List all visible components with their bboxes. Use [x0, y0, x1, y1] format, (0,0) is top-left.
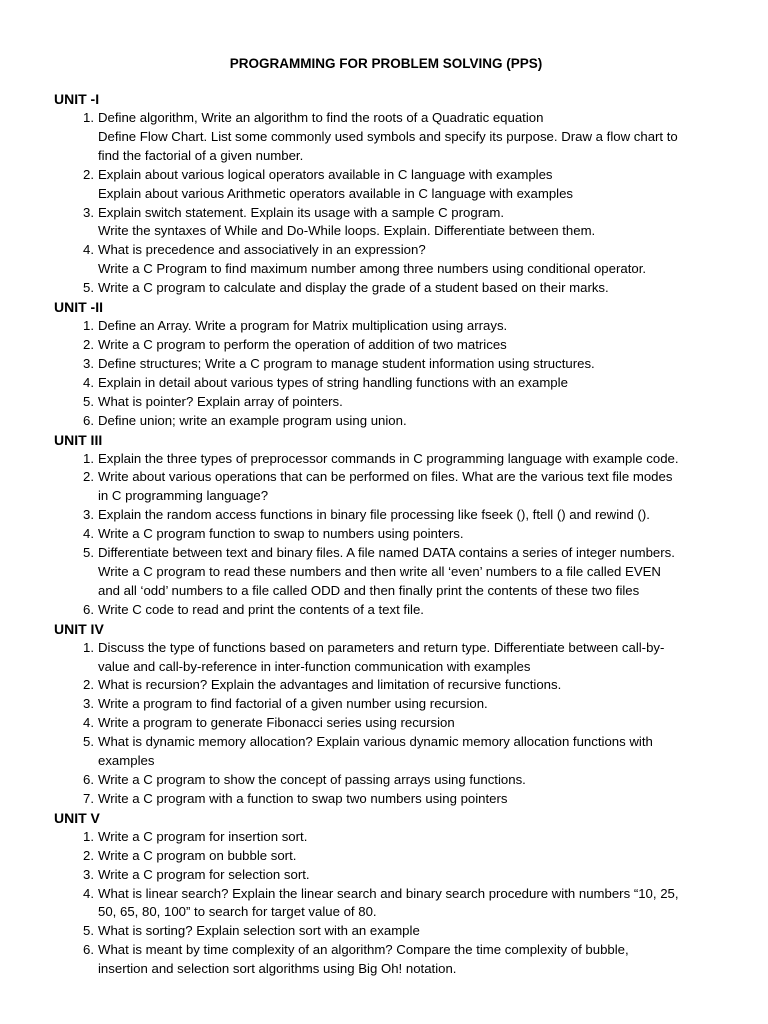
- question-item: [83, 525, 718, 544]
- question-text: Write a C program to perform the operation of addition of two matrices: [98, 336, 507, 352]
- question-text: examples: [98, 753, 155, 769]
- unit-section: [54, 298, 718, 430]
- question-item: [83, 790, 718, 809]
- question-item: [83, 714, 718, 733]
- question-text: Write a C program to show the concept of passing arrays using functions.: [98, 772, 526, 787]
- question-text: What is sorting? Explain selection sort with an example: [98, 923, 420, 939]
- question-number: 1.: [83, 110, 94, 125]
- question-item: [83, 317, 718, 336]
- unit-heading: UNIT III: [54, 431, 103, 448]
- question-item: [83, 676, 718, 695]
- question-item: [83, 355, 718, 374]
- question-text: What is linear search? Explain the linear search and binary search procedure with numbers “10, 25,: [98, 885, 679, 901]
- question-item: [83, 544, 718, 601]
- question-item: [83, 166, 718, 204]
- question-text: Write about various operations that can be performed on files. What are the various text file modes: [98, 469, 673, 485]
- question-number: 2.: [83, 677, 94, 693]
- question-text: in C programming language?: [98, 488, 269, 504]
- question-item: [83, 279, 718, 298]
- question-number: 6.: [83, 601, 94, 617]
- question-text: Write a C program for selection sort.: [98, 866, 310, 882]
- question-text: 50, 65, 80, 100” to search for target value of 80.: [98, 904, 377, 920]
- question-number: 3.: [83, 696, 94, 712]
- question-text: Explain the three types of preprocessor commands in C programming language with example code.: [98, 450, 679, 466]
- question-item: [83, 109, 718, 166]
- question-list: [54, 109, 718, 298]
- question-text: find the factorial of a given number.: [98, 147, 304, 163]
- question-number: 1.: [83, 450, 94, 466]
- question-item: [83, 733, 718, 771]
- question-item: [83, 506, 718, 525]
- question-number: 1.: [83, 639, 94, 655]
- question-number: 5.: [83, 734, 94, 750]
- question-text: Define algorithm, Write an algorithm to find the roots of a Quadratic equation: [98, 110, 544, 125]
- question-text: Define union; write an example program using union.: [98, 412, 407, 428]
- question-item: [83, 847, 718, 866]
- units-container: [54, 90, 718, 979]
- question-text: Explain the random access functions in binary file processing like fseek (), ftell () and rewind ().: [98, 507, 650, 523]
- question-item: [83, 241, 718, 279]
- question-text: Define structures; Write a C program to manage student information using structures.: [98, 355, 595, 371]
- question-text: and all ‘odd’ numbers to a file called ODD and then finally print the contents of these two files: [98, 582, 640, 598]
- question-text: Define Flow Chart. List some commonly used symbols and specify its purpose. Draw a flow chart to: [98, 128, 678, 144]
- question-number: 2.: [83, 166, 94, 182]
- question-item: [83, 468, 718, 506]
- question-number: 3.: [83, 507, 94, 523]
- question-list: [54, 639, 718, 809]
- question-text: Write a C program for insertion sort.: [98, 828, 308, 844]
- question-item: [83, 941, 718, 979]
- unit-section: [54, 809, 718, 979]
- question-list: [54, 317, 718, 430]
- question-number: 4.: [83, 715, 94, 731]
- question-number: 4.: [83, 526, 94, 542]
- question-text: What is precedence and associatively in an expression?: [98, 242, 426, 258]
- question-item: [83, 885, 718, 923]
- question-item: [83, 639, 718, 677]
- question-text: Explain about various logical operators available in C language with examples: [98, 166, 553, 182]
- question-number: 2.: [83, 336, 94, 352]
- question-item: [83, 922, 718, 941]
- question-text: Write a program to find factorial of a given number using recursion.: [98, 696, 488, 712]
- question-text: Explain about various Arithmetic operators available in C language with examples: [98, 185, 574, 201]
- question-text: What is pointer? Explain array of pointers.: [98, 393, 343, 409]
- question-text: Write a C program to read these numbers and then write all ‘even’ numbers to a file called EVEN: [98, 563, 661, 579]
- unit-heading: UNIT IV: [54, 620, 104, 637]
- question-number: 2.: [83, 847, 94, 863]
- question-number: 3.: [83, 355, 94, 371]
- question-number: 5.: [83, 923, 94, 939]
- question-number: 3.: [83, 866, 94, 882]
- question-text: Write C code to read and print the contents of a text file.: [98, 601, 424, 617]
- question-number: 2.: [83, 469, 94, 485]
- question-number: 3.: [83, 204, 94, 220]
- question-item: [83, 450, 718, 469]
- question-item: [83, 412, 718, 431]
- unit-section: [54, 90, 718, 298]
- question-number: 5.: [83, 545, 94, 561]
- unit-heading: UNIT -I: [54, 91, 100, 107]
- question-text: Define an Array. Write a program for Matrix multiplication using arrays.: [98, 318, 508, 334]
- question-number: 1.: [83, 318, 94, 334]
- question-item: [83, 393, 718, 412]
- question-text: What is meant by time complexity of an algorithm? Compare the time complexity of bubble,: [98, 942, 629, 958]
- question-text: Write a C program function to swap to numbers using pointers.: [98, 526, 464, 542]
- unit-heading: UNIT -II: [54, 299, 103, 316]
- question-number: 6.: [83, 772, 94, 787]
- question-number: 5.: [83, 393, 94, 409]
- unit-heading: UNIT V: [54, 809, 100, 826]
- question-text: Differentiate between text and binary files. A file named DATA contains a series of integer numbers.: [98, 545, 675, 561]
- question-number: 1.: [83, 828, 94, 844]
- unit-section: [54, 620, 718, 809]
- question-number: 6.: [83, 942, 94, 958]
- question-text: Write a program to generate Fibonacci series using recursion: [98, 715, 455, 731]
- question-number: 4.: [83, 374, 94, 390]
- question-text: insertion and selection sort algorithms using Big Oh! notation.: [98, 961, 457, 977]
- question-item: [83, 771, 718, 790]
- question-text: Explain switch statement. Explain its usage with a sample C program.: [98, 204, 505, 220]
- question-item: [83, 336, 718, 355]
- document-title: PROGRAMMING FOR PROBLEM SOLVING (PPS): [229, 56, 543, 71]
- question-list: [54, 450, 718, 620]
- question-item: [83, 204, 718, 242]
- question-item: [83, 374, 718, 393]
- question-item: [83, 695, 718, 714]
- question-text: Write a C program to calculate and display the grade of a student based on their marks.: [98, 280, 609, 296]
- question-item: [83, 866, 718, 885]
- question-text: Write the syntaxes of While and Do-While loops. Explain. Differentiate between them.: [98, 223, 596, 239]
- question-number: 4.: [83, 242, 94, 258]
- question-list: [54, 828, 718, 979]
- question-item: [83, 601, 718, 620]
- question-item: [83, 828, 718, 847]
- question-text: What is dynamic memory allocation? Explain various dynamic memory allocation functions with: [98, 734, 653, 750]
- question-number: 7.: [83, 790, 94, 806]
- question-text: value and call-by-reference in inter-function communication with examples: [98, 658, 531, 674]
- question-text: What is recursion? Explain the advantages and limitation of recursive functions.: [98, 677, 562, 693]
- question-number: 6.: [83, 412, 94, 428]
- question-number: 4.: [83, 885, 94, 901]
- question-number: 5.: [83, 280, 94, 296]
- question-text: Write a C program on bubble sort.: [98, 847, 297, 863]
- unit-section: [54, 431, 718, 620]
- question-text: Discuss the type of functions based on parameters and return type. Differentiate between call-by-: [98, 639, 665, 655]
- question-text: Explain in detail about various types of string handling functions with an example: [98, 374, 568, 390]
- question-text: Write a C program with a function to swap two numbers using pointers: [98, 790, 508, 806]
- question-text: Write a C Program to find maximum number among three numbers using conditional operator.: [98, 261, 647, 277]
